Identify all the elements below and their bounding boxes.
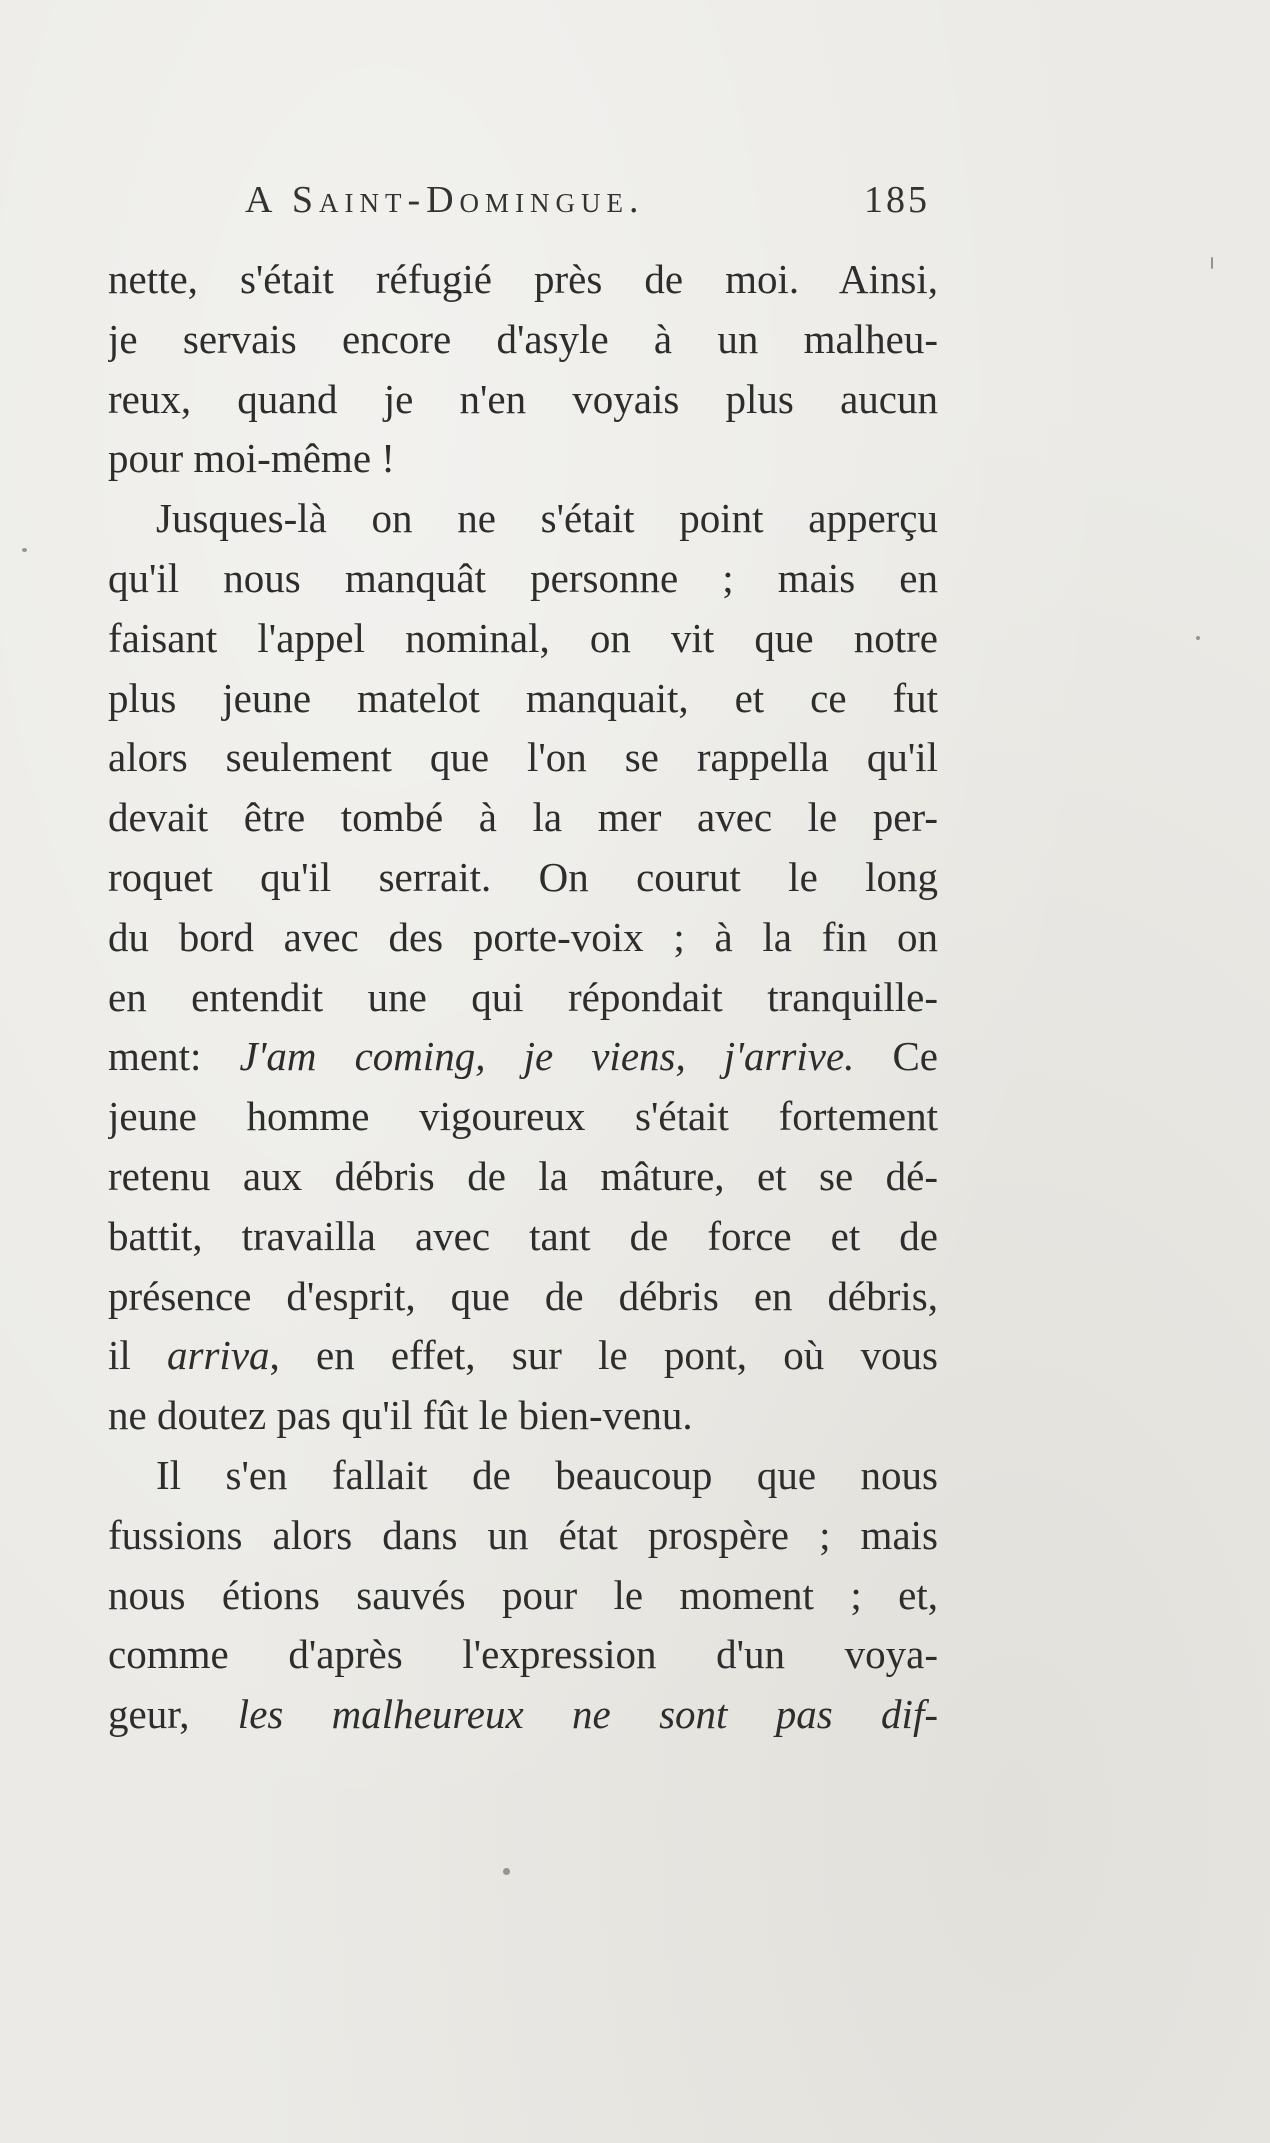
text-line: Il s'en fallait de beaucoup que nous bbox=[156, 1451, 938, 1498]
italic-word: arriva bbox=[167, 1332, 270, 1379]
text-line bbox=[108, 1326, 938, 1386]
italic-quote: les malheureux ne sont pas dif- bbox=[237, 1691, 938, 1738]
running-head bbox=[245, 178, 930, 228]
text-line: devait être tombé à la mer avec le per- bbox=[108, 794, 938, 841]
text-line: nous étions sauvés pour le moment ; et, bbox=[108, 1571, 938, 1618]
text-span: , en effet, sur le pont, où vous bbox=[269, 1332, 938, 1379]
paper-speck bbox=[22, 548, 27, 552]
text-line: jeune homme vigoureux s'était fortement bbox=[108, 1093, 938, 1140]
text-span: geur, bbox=[108, 1691, 238, 1738]
text-line: roquet qu'il serrait. On courut le long bbox=[108, 853, 938, 900]
text-line bbox=[108, 1027, 938, 1087]
text-line: pour moi-même ! bbox=[108, 435, 395, 482]
text-line: fussions alors dans un état prospère ; mais bbox=[108, 1511, 938, 1558]
text-span: il bbox=[108, 1332, 168, 1379]
text-line: présence d'esprit, que de débris en débris, bbox=[108, 1272, 938, 1319]
text-line: faisant l'appel nominal, on vit que notre bbox=[108, 614, 938, 661]
text-line: qu'il nous manquât personne ; mais en bbox=[108, 554, 938, 601]
text-span: Ce bbox=[854, 1033, 938, 1080]
italic-quote: J'am coming, je viens, j'arrive. bbox=[239, 1033, 855, 1080]
paper-speck bbox=[503, 1868, 510, 1875]
text-line: ne doutez pas qu'il fût le bien-venu. bbox=[108, 1392, 693, 1439]
text-line bbox=[108, 1685, 938, 1745]
text-line: Jusques-là on ne s'était point apperçu bbox=[156, 495, 938, 542]
page-number: 185 bbox=[864, 179, 930, 221]
text-line: en entendit une qui répondait tranquille- bbox=[108, 973, 938, 1020]
paper-speck bbox=[1211, 257, 1213, 269]
text-line: comme d'après l'expression d'un voya- bbox=[108, 1631, 938, 1678]
text-line: nette, s'était réfugié près de moi. Ainsi, bbox=[108, 256, 938, 302]
text-line: retenu aux débris de la mâture, et se dé- bbox=[108, 1152, 938, 1199]
text-span: ment: bbox=[108, 1033, 240, 1080]
text-line: je servais encore d'asyle à un malheu- bbox=[108, 315, 938, 362]
text-line: alors seulement que l'on se rappella qu'il bbox=[108, 734, 938, 781]
text-line: du bord avec des porte-voix ; à la fin on bbox=[108, 913, 938, 960]
body-text bbox=[108, 250, 938, 1745]
text-line: reux, quand je n'en voyais plus aucun bbox=[108, 375, 938, 422]
paper-speck bbox=[1196, 636, 1200, 640]
running-title: A Saint-Domingue. bbox=[245, 179, 645, 221]
text-line: battit, travailla avec tant de force et de bbox=[108, 1212, 938, 1259]
text-line: plus jeune matelot manquait, et ce fut bbox=[108, 674, 938, 721]
